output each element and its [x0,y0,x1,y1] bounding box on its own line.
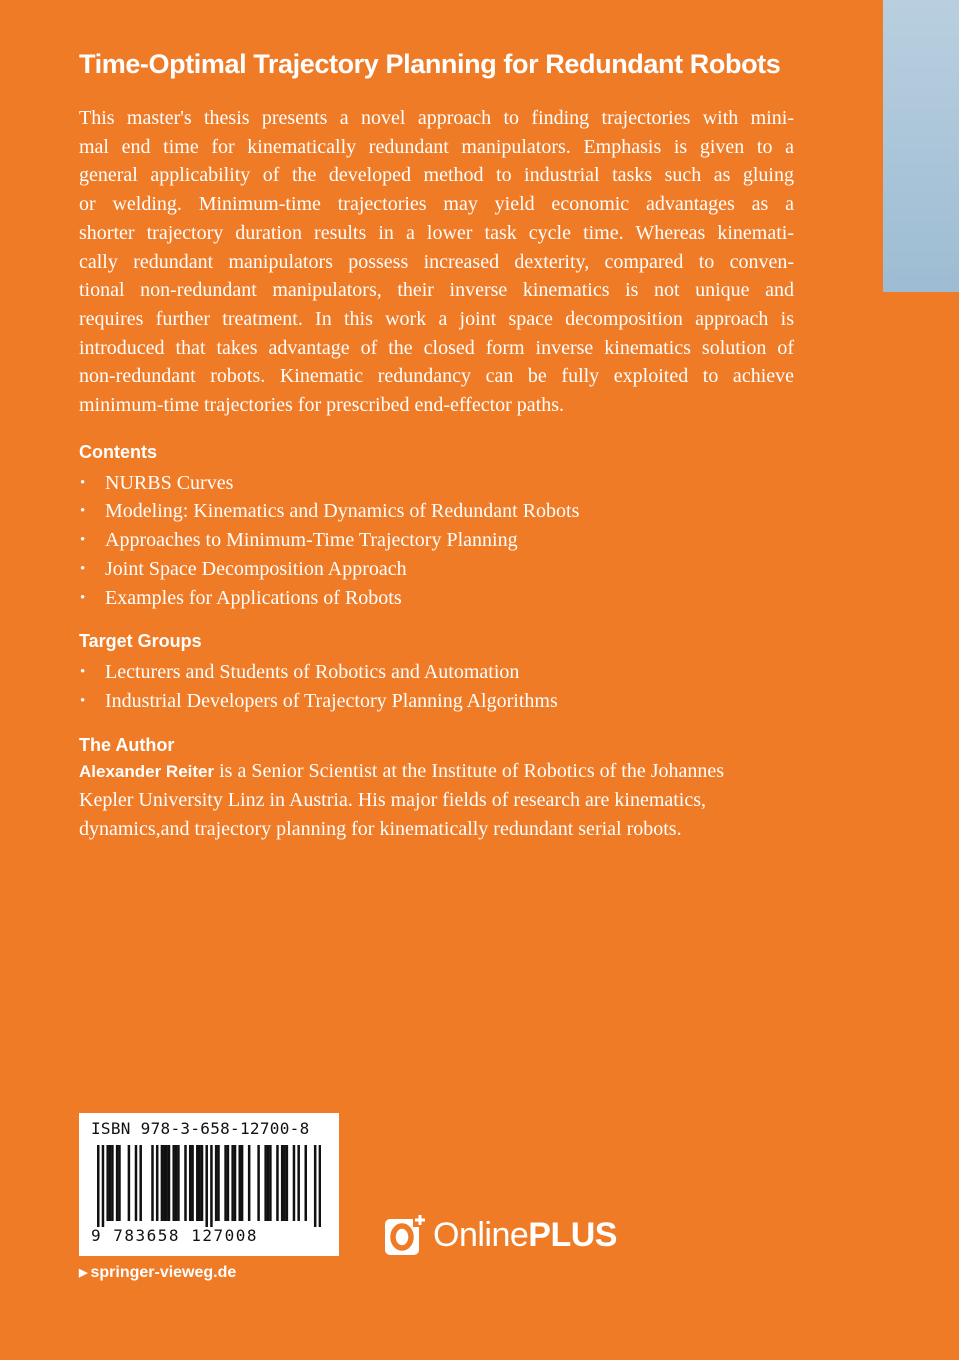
barcode-bar [227,1145,230,1221]
barcode-bar [201,1145,204,1221]
barcode-bar [161,1145,164,1221]
barcode-bar [184,1145,187,1221]
list-item: • Industrial Developers of Trajectory Planning Algorithms [79,687,794,716]
barcode-bar [177,1145,180,1221]
play-arrow-icon: ▶ [79,1267,88,1279]
bullet-icon: • [80,664,86,681]
barcode-bar [128,1145,131,1221]
barcode-bar [304,1145,307,1221]
barcode-bar [293,1145,296,1221]
abstract-line: minimum-time trajectories for prescribed end-effector paths. [79,394,564,417]
bullet-icon: • [80,560,86,577]
barcode-bar [215,1145,218,1221]
barcode-bar [118,1145,121,1221]
book-title: Time-Optimal Trajectory Planning for Redundant Robots [79,49,781,79]
abstract-line: This master's thesis presents a novel approach to finding trajectories with mini- [79,107,794,129]
barcode-bar [102,1145,105,1227]
barcode-bar [106,1145,109,1221]
spine-color-tab [883,0,959,292]
contents-heading: Contents [79,441,157,462]
bullet-icon: • [80,474,86,491]
barcode-bar [257,1145,260,1221]
barcode-bar [281,1145,284,1221]
contents-list [79,469,794,613]
barcode-bar [314,1145,317,1227]
barcode-bar [241,1145,244,1221]
ean-digits: 9 783658 127008 [91,1226,258,1245]
bullet-icon: • [80,532,86,549]
barcode-bar [97,1145,100,1227]
author-bio [79,757,794,844]
target-groups-list [79,658,794,715]
barcode-bar [165,1145,168,1221]
author-bio-line: Kepler University Linz in Austria. His major fields of research are kinematics, [79,789,707,812]
barcode-bar [238,1145,241,1221]
barcode-bar [172,1145,175,1221]
author-bio-line: dynamics,and trajectory planning for kinematically redundant serial robots. [79,818,682,841]
abstract [79,104,794,420]
barcode-bar [248,1145,251,1221]
barcode-bar [196,1145,199,1221]
target-groups-heading: Target Groups [79,631,202,652]
author-name: Alexander Reiter [79,761,215,781]
bullet-icon: • [80,589,86,606]
list-item: • Lecturers and Students of Robotics and Automation [79,658,794,687]
barcode-bar [269,1145,272,1221]
barcode-bar [139,1145,142,1221]
barcode-bar [168,1145,171,1221]
barcode-bar [286,1145,289,1221]
barcode-bars [97,1145,321,1227]
abstract-line: introduced that takes advantage of the closed form inverse kinematics solution of [79,336,794,359]
barcode-bar [163,1145,166,1221]
barcode-bar [217,1145,220,1221]
barcode-bar [189,1145,192,1221]
abstract-line: shorter trajectory duration results in a lower task cycle time. Whereas kinemati- [79,221,794,244]
author-bio-line: Alexander Reiter is a Senior Scientist at the Institute of Robotics of the Johannes [79,759,725,782]
abstract-line: general applicability of the developed method to industrial tasks such as gluing [79,164,794,187]
list-item: • Approaches to Minimum-Time Trajectory Planning [79,526,794,555]
barcode-bar [135,1145,138,1221]
bullet-icon: • [80,692,86,709]
back-cover-content [79,40,794,844]
abstract-line: tional non-redundant manipulators, their inverse kinematics is not unique and [79,279,794,302]
barcode-bar [109,1145,112,1221]
barcode-bar [198,1145,201,1221]
abstract-line: or welding. Minimum-time trajectories may yield economic advantages as a [79,193,794,216]
barcode-bar [116,1145,119,1221]
barcode-bar [319,1145,321,1227]
barcode-bar [191,1145,194,1221]
bullet-icon: • [80,503,86,520]
barcode-bar [267,1145,270,1221]
list-item: • Joint Space Decomposition Approach [79,555,794,584]
list-item: • Examples for Applications of Robots [79,584,794,613]
isbn-label: ISBN 978-3-658-12700-8 [91,1119,310,1138]
list-item: • Modeling: Kinematics and Dynamics of Redundant Robots [79,497,794,526]
publisher-link[interactable]: ▶ springer-vieweg.de [79,1264,237,1281]
barcode-bar [210,1145,213,1227]
barcode-bar [175,1145,178,1221]
barcode-bar [234,1145,237,1221]
barcode-bar [231,1145,234,1221]
online-plus-logo-icon [383,1213,427,1257]
author-heading: The Author [79,734,175,755]
abstract-line: requires further treatment. In this work a joint space decomposition approach is [79,307,794,330]
barcode-bar [224,1145,227,1221]
barcode-bar [205,1145,208,1227]
barcode-bar [283,1145,286,1221]
barcode-bar [264,1145,267,1221]
barcode-bar [156,1145,159,1221]
abstract-line: non-redundant robots. Kinematic redundancy can be fully exploited to achieve [79,365,794,388]
barcode-bar [276,1145,279,1221]
barcode-bar [151,1145,154,1221]
isbn-barcode [79,1113,339,1256]
list-item: • NURBS Curves [79,469,794,498]
barcode-bar [111,1145,114,1221]
online-plus-logo [383,1213,617,1257]
abstract-line: cally redundant manipulators possess increased dexterity, compared to conven- [79,250,794,273]
abstract-line: mal end time for kinematically redundant manipulators. Emphasis is given to a [79,135,794,158]
barcode-bar [297,1145,300,1221]
online-plus-wordmark: OnlinePLUS [433,1215,617,1254]
